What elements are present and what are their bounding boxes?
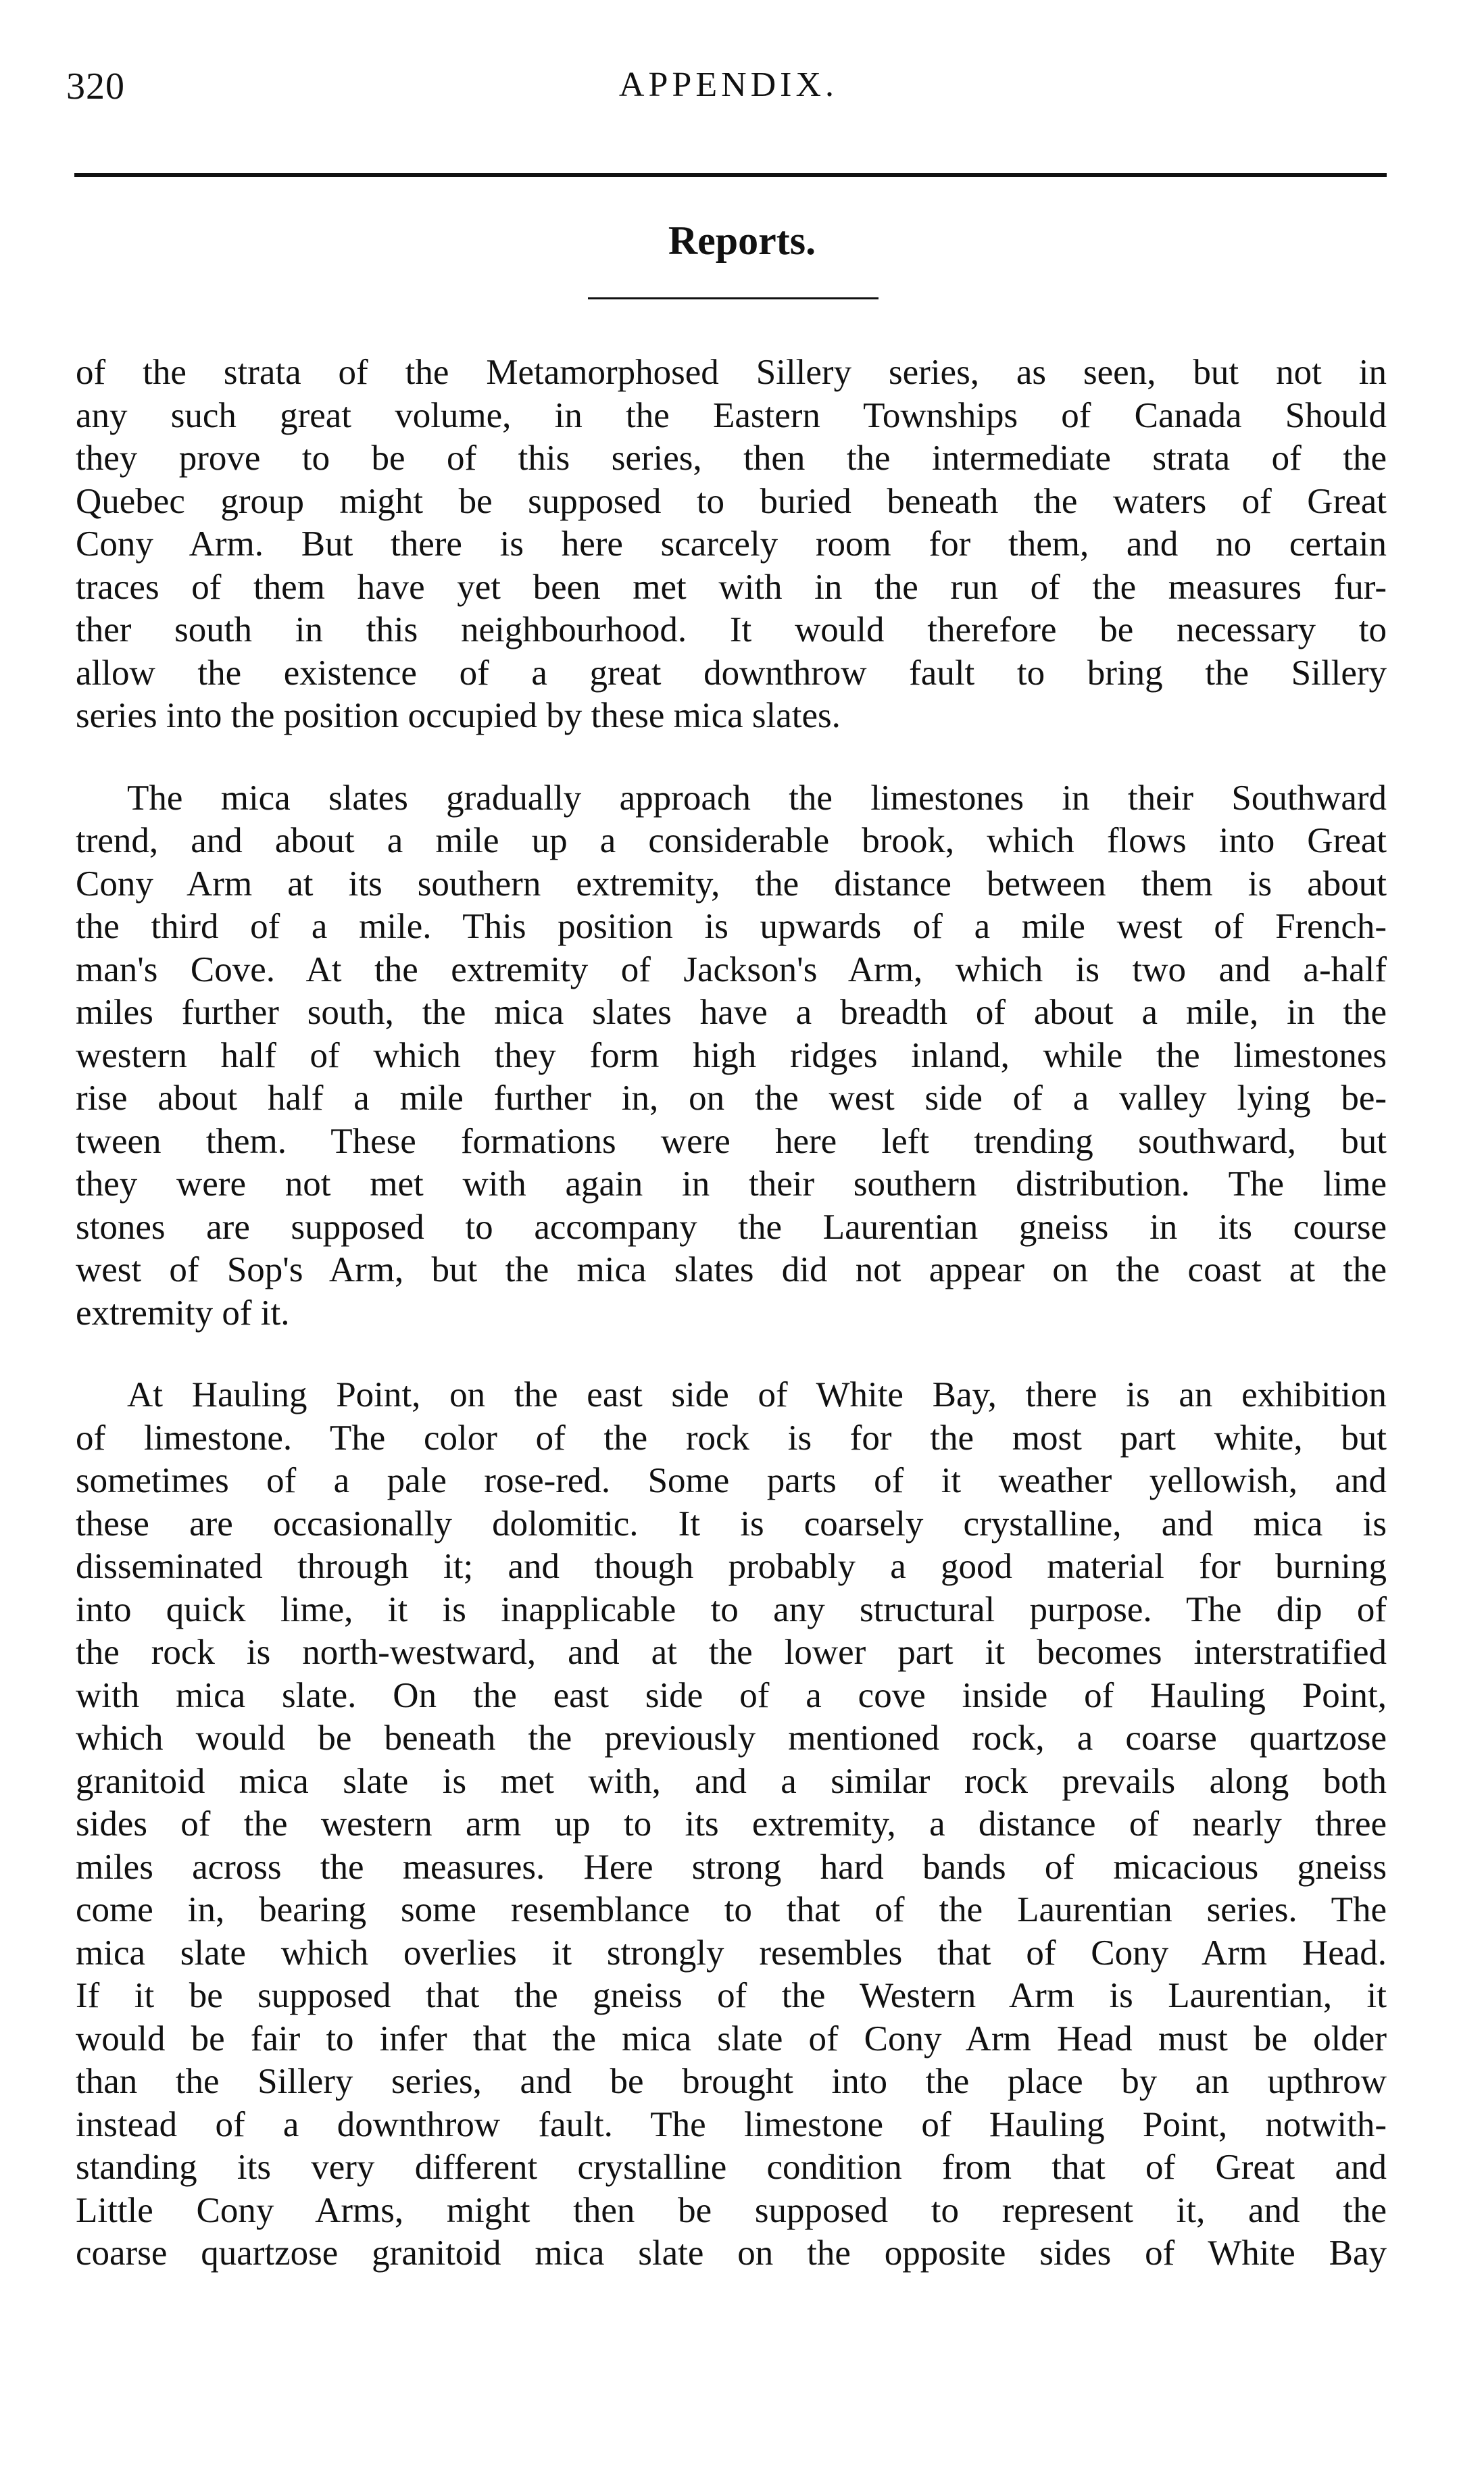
text-line: Cony Arm at its southern extremity, the distance between them is about bbox=[76, 864, 1387, 904]
text-line: man's Cove. At the extremity of Jackson's Arm, which is two and a-half bbox=[76, 949, 1387, 989]
text-line: If it be supposed that the gneiss of the Western Arm is Laurentian, it bbox=[76, 1976, 1387, 2015]
text-line: with mica slate. On the east side of a cove inside of Hauling Point, bbox=[76, 1675, 1387, 1715]
text-line: sometimes of a pale rose-red. Some parts of it weather yellowish, and bbox=[76, 1461, 1387, 1500]
text-line: disseminated through it; and though probably a good material for burning bbox=[76, 1547, 1387, 1586]
text-line: instead of a downthrow fault. The limestone of Hauling Point, notwith- bbox=[76, 2104, 1387, 2144]
text-line: stones are supposed to accompany the Laurentian gneiss in its course bbox=[76, 1207, 1387, 1247]
text-line: At Hauling Point, on the east side of White Bay, there is an exhibition bbox=[127, 1375, 1387, 1414]
text-line: into quick lime, it is inapplicable to any structural purpose. The dip of bbox=[76, 1589, 1387, 1629]
text-line: The mica slates gradually approach the limestones in their Southward bbox=[127, 778, 1387, 818]
text-line: rise about half a mile further in, on the west side of a valley lying be- bbox=[76, 1079, 1387, 1118]
text-line: than the Sillery series, and be brought into the place by an upthrow bbox=[76, 2062, 1387, 2101]
text-line: ther south in this neighbourhood. It would therefore be necessary to bbox=[76, 610, 1387, 649]
text-line: of limestone. The color of the rock is for the most part white, but bbox=[76, 1418, 1387, 1458]
text-line: Little Cony Arms, might then be supposed to represent it, and the bbox=[76, 2190, 1387, 2230]
paragraph bbox=[76, 1374, 1387, 2275]
text-line: the rock is north-westward, and at the lower part it becomes interstratified bbox=[76, 1633, 1387, 1672]
text-line: miles further south, the mica slates have a breadth of about a mile, in the bbox=[76, 993, 1387, 1032]
text-line: any such great volume, in the Eastern Townships of Canada Should bbox=[76, 395, 1387, 435]
paragraph-gap bbox=[76, 738, 1387, 777]
text-line: granitoid mica slate is met with, and a similar rock prevails along both bbox=[76, 1761, 1387, 1801]
paragraph bbox=[76, 777, 1387, 1335]
text-line: miles across the measures. Here strong hard bands of micacious gneiss bbox=[76, 1847, 1387, 1887]
text-line: sides of the western arm up to its extremity, a distance of nearly three bbox=[76, 1804, 1387, 1844]
text-line: Quebec group might be supposed to buried beneath the waters of Great bbox=[76, 481, 1387, 521]
text-line: west of Sop's Arm, but the mica slates did not appear on the coast at the bbox=[76, 1250, 1387, 1289]
section-title: Reports. bbox=[668, 218, 816, 263]
header-rule bbox=[74, 173, 1387, 177]
body-text bbox=[76, 351, 1387, 2275]
text-line: extremity of it. bbox=[76, 1293, 290, 1333]
text-line: standing its very different crystalline condition from that of Great and bbox=[76, 2148, 1387, 2187]
text-line: come in, bearing some resemblance to that of the Laurentian series. The bbox=[76, 1890, 1387, 1929]
text-line: tween them. These formations were here left trending southward, but bbox=[76, 1121, 1387, 1161]
running-title: APPENDIX. bbox=[618, 66, 839, 104]
text-line: would be fair to infer that the mica slate of Cony Arm Head must be older bbox=[76, 2019, 1387, 2058]
text-line: trend, and about a mile up a considerable brook, which flows into Great bbox=[76, 821, 1387, 860]
text-line: western half of which they form high ridges inland, while the limestones bbox=[76, 1035, 1387, 1075]
text-line: these are occasionally dolomitic. It is coarsely crystalline, and mica is bbox=[76, 1504, 1387, 1544]
text-line: coarse quartzose granitoid mica slate on the opposite sides of White Bay bbox=[76, 2233, 1387, 2273]
text-line: which would be beneath the previously mentioned rock, a coarse quartzose bbox=[76, 1719, 1387, 1758]
paragraph-gap bbox=[76, 1335, 1387, 1374]
text-line: allow the existence of a great downthrow fault to bring the Sillery bbox=[76, 653, 1387, 693]
paragraph bbox=[76, 351, 1387, 738]
text-line: the third of a mile. This position is upwards of a mile west of French- bbox=[76, 907, 1387, 946]
text-line: mica slate which overlies it strongly resembles that of Cony Arm Head. bbox=[76, 1933, 1387, 1973]
section-rule bbox=[588, 297, 879, 299]
text-line: they prove to be of this series, then the intermediate strata of the bbox=[76, 439, 1387, 478]
text-line: Cony Arm. But there is here scarcely room for them, and no certain bbox=[76, 524, 1387, 564]
text-line: of the strata of the Metamorphosed Sillery series, as seen, but not in bbox=[76, 353, 1387, 392]
running-head bbox=[66, 65, 1391, 119]
text-line: they were not met with again in their southern distribution. The lime bbox=[76, 1164, 1387, 1204]
text-line: series into the position occupied by these mica slates. bbox=[76, 696, 841, 735]
text-line: traces of them have yet been met with in the run of the measures fur- bbox=[76, 567, 1387, 607]
page-number: 320 bbox=[66, 66, 125, 107]
